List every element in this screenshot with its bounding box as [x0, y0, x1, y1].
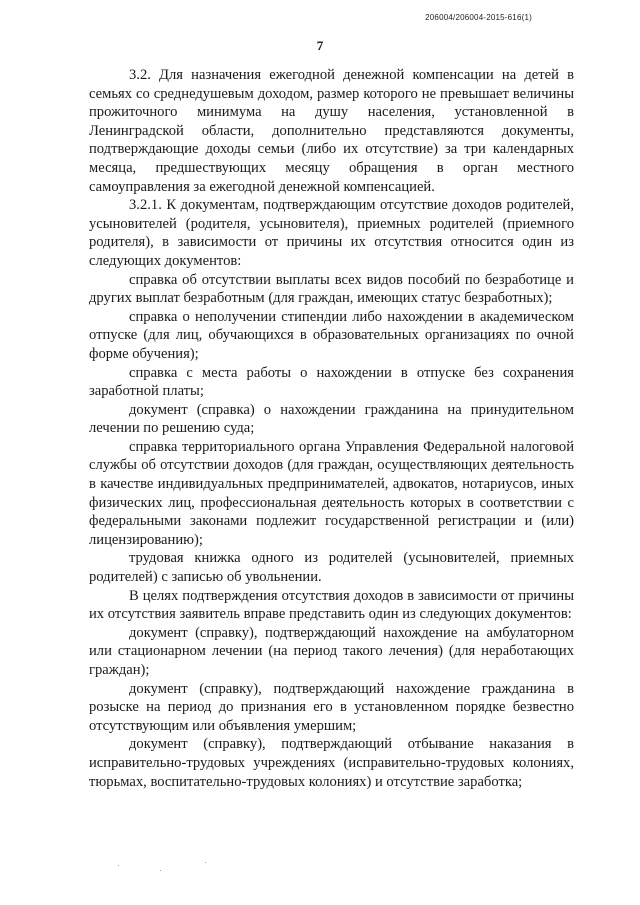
- paragraph-3-2-1: 3.2.1. К документам, подтверждающим отсутствие доходов родителей, усыновителей (родителя, усыновителя), приемных родителей (приемного родителя), в зависимости от причины их отсутствия относится один из следующих документов:: [89, 197, 574, 269]
- list-item-unemployment-certificate: справка об отсутствии выплаты всех видов пособий по безработице и других выплат безработным (для граждан, имеющих статус безработных);: [89, 271, 574, 307]
- list-item-tax-service-certificate: справка территориального органа Управления Федеральной налоговой службы об отсутствии доходов (для граждан, осуществляющих деятельность в качестве индивидуальных предпринимателей, адвокатов, нотариусов, иных физических лиц, профессиональная деятельность которых в соответствии с федеральными законами подлежит государственной регистрации и (или) лицензированию);: [89, 438, 574, 548]
- list-item-stipend-certificate: справка о неполучении стипендии либо нахождении в академическом отпуске (для лиц, обучающихся в образовательных организациях по очной форме обучения);: [89, 308, 574, 362]
- scan-speck: [118, 865, 119, 866]
- page-number: 7: [316, 38, 324, 53]
- document-id: 206004/206004-2015-616(1): [425, 13, 532, 22]
- document-body: [89, 66, 574, 791]
- list-item-correctional-facility-document: документ (справку), подтверждающий отбывание наказания в исправительно-трудовых учреждениях (исправительно-трудовых колониях, тюрьмах, воспитательно-трудовых колониях) и отсутствие заработка;: [89, 736, 574, 790]
- list-item-employment-record-book: трудовая книжка одного из родителей (усыновителей, приемных родителей) с записью об увольнении.: [89, 550, 574, 586]
- scan-speck: [205, 862, 206, 863]
- list-item-compulsory-treatment-document: документ (справка) о нахождении гражданина на принудительном лечении по решению суда;: [89, 401, 574, 437]
- paragraph-3-2: 3.2. Для назначения ежегодной денежной компенсации на детей в семьях со среднедушевым доходом, размер которого не превышает величины прожиточного минимума на душу населения, установленной в Ленинградской области, дополнительно представляются документы, подтверждающие доходы семьи (либо их отсутствие) за три календарных месяца, предшествующих месяцу обращения в орган местного самоуправления за ежегодной денежной компенсацией.: [89, 67, 574, 195]
- list-item-medical-treatment-document: документ (справку), подтверждающий нахождение на амбулаторном или стационарном лечении (на период такого лечения) (для неработающих граждан);: [89, 624, 574, 678]
- list-item-wanted-person-document: документ (справку), подтверждающий нахождение гражданина в розыске на период до признания его в установленном порядке безвестно отсутствующим или объявления умершим;: [89, 680, 574, 734]
- paragraph-additional-documents: В целях подтверждения отсутствия доходов в зависимости от причины их отсутствия заявитель вправе представить один из следующих документов:: [89, 587, 574, 623]
- scan-speck: [160, 870, 161, 871]
- list-item-unpaid-leave-certificate: справка с места работы о нахождении в отпуске без сохранения заработной платы;: [89, 364, 574, 400]
